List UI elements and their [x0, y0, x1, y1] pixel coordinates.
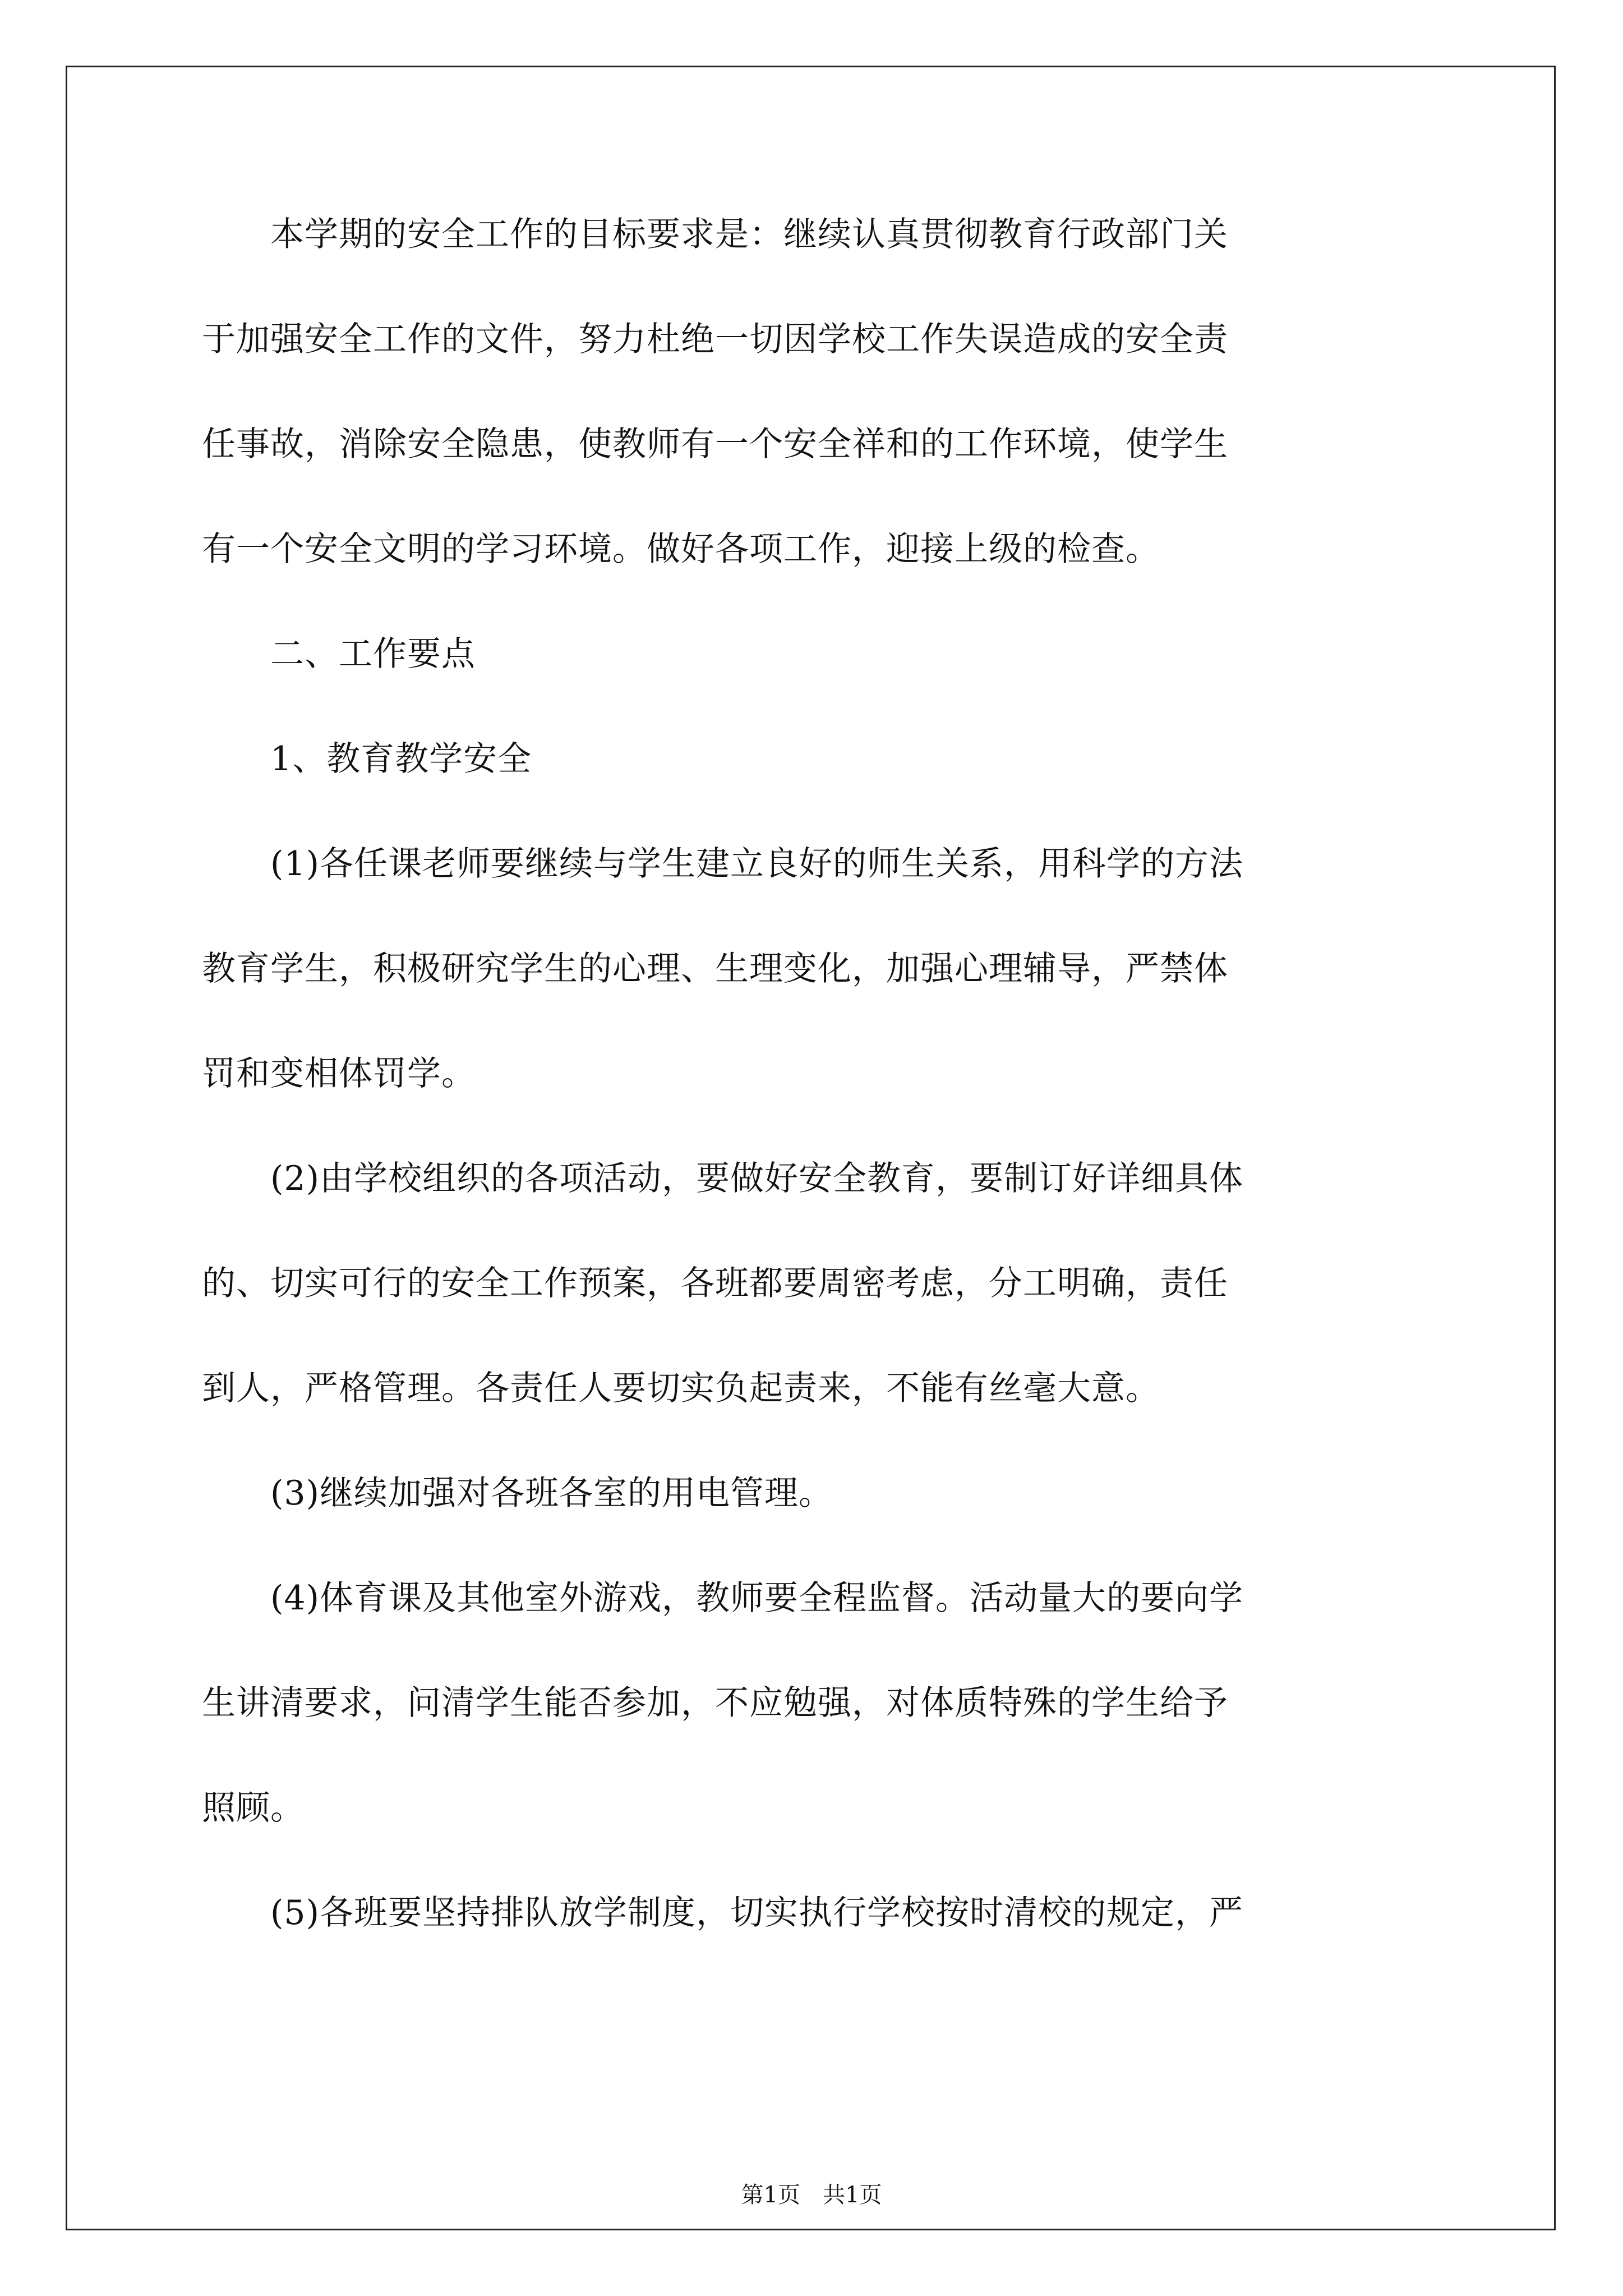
text-line: 生讲清要求，问清学生能否参加，不应勉强，对体质特殊的学生给予	[202, 1683, 1228, 1723]
section-heading: 二、工作要点	[202, 634, 476, 674]
subsection-heading: 1、教育教学安全	[202, 739, 532, 779]
text-line: 任事故，消除安全隐患，使教师有一个安全祥和的工作环境，使学生	[202, 425, 1228, 464]
text-line: 的、切实可行的安全工作预案，各班都要周密考虑，分工明确，责任	[202, 1264, 1228, 1303]
text-line: (5)各班要坚持排队放学制度，切实执行学校按时清校的规定，严	[202, 1893, 1243, 1932]
text-line: (2)由学校组织的各项活动，要做好安全教育，要制订好详细具体	[202, 1159, 1243, 1198]
text-line: 有一个安全文明的学习环境。做好各项工作，迎接上级的检查。	[202, 530, 1160, 569]
text-line: 罚和变相体罚学。	[202, 1054, 476, 1093]
text-line: 于加强安全工作的文件，努力杜绝一切因学校工作失误造成的安全责	[202, 320, 1228, 359]
text-line: 本学期的安全工作的目标要求是：继续认真贯彻教育行政部门关	[202, 215, 1228, 254]
text-line: 照顾。	[202, 1788, 305, 1828]
text-line: 到人，严格管理。各责任人要切实负起责来，不能有丝毫大意。	[202, 1369, 1160, 1408]
text-line: (1)各任课老师要继续与学生建立良好的师生关系，用科学的方法	[202, 844, 1243, 884]
page-footer: 第1页 共1页	[741, 2182, 882, 2208]
text-line: (3)继续加强对各班各室的用电管理。	[202, 1474, 833, 1513]
text-line: 教育学生，积极研究学生的心理、生理变化，加强心理辅导，严禁体	[202, 949, 1228, 988]
text-line: (4)体育课及其他室外游戏，教师要全程监督。活动量大的要向学	[202, 1579, 1243, 1618]
